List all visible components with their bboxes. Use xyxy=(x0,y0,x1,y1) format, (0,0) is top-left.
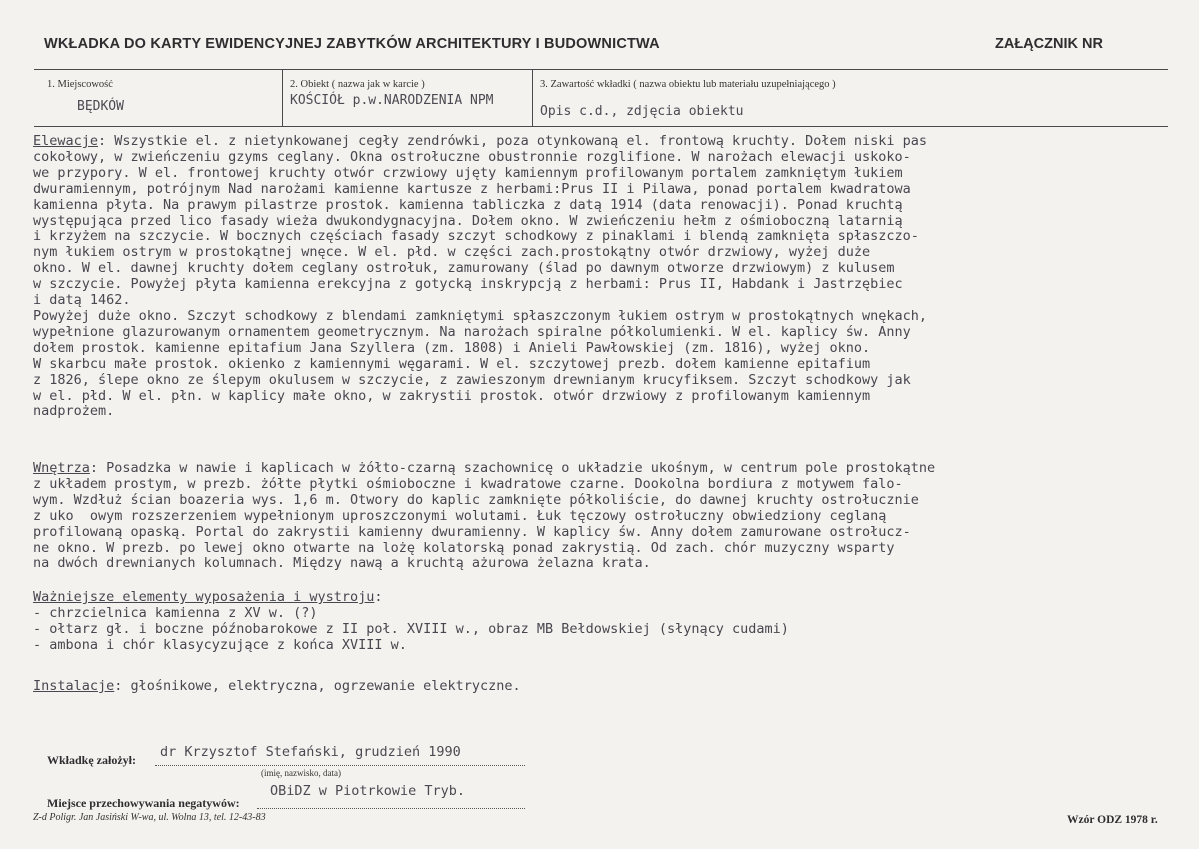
form-title: WKŁADKA DO KARTY EWIDENCYJNEJ ZABYTKÓW ARCHITEKTURY I BUDOWNICTWA xyxy=(44,36,660,52)
furnishings-list xyxy=(33,605,789,653)
furnishings-heading-colon: : xyxy=(374,589,383,605)
installations-heading: Instalacje xyxy=(33,678,115,694)
negatives-storage-value: OBiDZ w Piotrkowie Tryb. xyxy=(270,783,466,799)
author-dotted-line xyxy=(155,765,525,766)
author-label: Wkładkę założył: xyxy=(47,753,136,767)
facades-text-line: i krzyżem na szczycie. W bocznych częściach fasady szczyt schodkowy z pinaklami i blendą zamknięta spłaszczo- xyxy=(33,228,919,245)
facades-heading: Elewacje xyxy=(33,133,99,149)
contents-value: Opis c.d., zdjęcia obiektu xyxy=(540,104,744,119)
facades-text-line: występująca przed lico fasady wieża dwukondygnacyjna. Dołem okno. W zwieńczeniu hełm z ośmioboczną latarnią xyxy=(33,212,903,229)
furnishing-item: - ambona i chór klasycyzujące z końca XVIII w. xyxy=(33,636,407,653)
facades-text-line: okno. W el. dawnej kruchty dołem ceglany ostrołuk, zamurowany (ślad po dawnym otworze drzwiowym) z kulusem xyxy=(33,260,895,277)
interiors-text-line: z układem prostym, w prezb. żółte płytki ośmioboczne i kwadratowe czarne. Dookolna bordiura z motywem falo- xyxy=(33,475,903,492)
facades-text-line: cokołowy, w zwieńczeniu gzyms ceglany. Okna ostrołuczne obustronnie rozglifione. W narożach elewacji uskoko- xyxy=(33,148,911,165)
facades-text-line: dołem prostok. kamienne epitafium Jana Szyllera (zm. 1808) i Anieli Pawłowskiej (zm. 1816), wyżej okno. xyxy=(33,339,871,356)
annex-number-label: ZAŁĄCZNIK NR xyxy=(995,36,1103,52)
facades-text-line: we przypory. W el. frontowej kruchty otwór crzwiowy ujęty kamiennym profilowanym portalem zamkniętym łukiem xyxy=(33,164,903,181)
facades-text-line: wypełnione glazurowanym ornamentem geometrycznym. Na narożach spiralne półkolumienki. W el. kaplicy św. Anny xyxy=(33,323,911,340)
furnishings-section xyxy=(33,590,789,654)
facades-body xyxy=(33,149,927,420)
object-value: KOŚCIÓŁ p.w.NARODZENIA NPM xyxy=(290,93,494,108)
installations-section xyxy=(33,679,521,695)
facades-section xyxy=(33,134,927,420)
author-value: dr Krzysztof Stefański, grudzień 1990 xyxy=(160,744,461,760)
interiors-body xyxy=(33,476,919,572)
facades-text-line: dwuramiennym, potrójnym Nad narożami kamienne kartusze z herbami:Prus II i Pilawa, ponad portalem kwadratowa xyxy=(33,180,911,197)
contents-label: 3. Zawartość wkładki ( nazwa obiektu lub materiału uzupełniającego ) xyxy=(540,79,836,90)
facades-text-line: nym łukiem ostrym w prostokątnej wnęce. W el. płd. w części zach.prostokątny otwór drzwiowy, wyżej duże xyxy=(33,244,871,261)
locality-value: BĘDKÓW xyxy=(77,99,124,114)
form-code: Wzór ODZ 1978 r. xyxy=(1067,814,1158,826)
furnishing-item: - chrzcielnica kamienna z XV w. (?) xyxy=(33,604,318,621)
header-bottom-rule xyxy=(34,126,1168,127)
storage-dotted-line xyxy=(257,808,525,809)
facades-first-line: : Wszystkie el. z nietynkowanej cegły zendrówki, poza otynkowaną el. frontową kruchty. Dołem niski pas xyxy=(98,133,928,149)
interiors-text-line: na dwóch drewnianych kolumnach. Między nawą a kruchtą ażurowa żelazna krata. xyxy=(33,555,651,572)
field-separator-1 xyxy=(282,69,283,126)
interiors-section xyxy=(33,461,935,572)
facades-text-line: w szczycie. Powyżej płyta kamienna erekcyjna z gotycką inskrypcją z herbami: Prus II, Habdank i Jastrzębiec xyxy=(33,276,903,293)
interiors-text-line: z uko owym rozszerzeniem wypełnionym uproszczonymi wolutami. Łuk tęczowy ostrołuczny obwiedziony ceglaną xyxy=(33,507,887,524)
facades-text-line: z 1826, ślepe okno ze ślepym okulusem w szczycie, z zawieszonym drewnianym krucyfiksem. Szczyt schodkowy jak xyxy=(33,371,911,388)
facades-text-line: i datą 1462. xyxy=(33,292,131,309)
furnishing-item: - ołtarz gł. i boczne późnobarokowe z II poł. XVIII w., obraz MB Bełdowskiej (słynący cudami) xyxy=(33,620,789,637)
negatives-storage-label: Miejsce przechowywania negatywów: xyxy=(47,796,240,810)
interiors-first-line: : Posadzka w nawie i kaplicach w żółto-czarną szachownicę o układzie ukośnym, w centrum pole prostokątne xyxy=(89,460,936,476)
facades-text-line: w el. płd. W el. płn. w kaplicy małe okno, w zakrystii prostok. otwór drzwiowy z profilowanym kamiennym xyxy=(33,387,871,404)
header-top-rule xyxy=(34,69,1168,70)
object-label: 2. Obiekt ( nazwa jak w karcie ) xyxy=(290,79,425,90)
facades-text-line: Powyżej duże okno. Szczyt schodkowy z blendami zamkniętymi spłaszczonym łukiem ostrym w prostokątnych wnękach, xyxy=(33,307,928,324)
author-hint: (imię, nazwisko, data) xyxy=(261,768,341,778)
installations-text: : głośnikowe, elektryczna, ogrzewanie elektryczne. xyxy=(114,678,521,694)
field-separator-2 xyxy=(532,69,533,126)
facades-text-line: kamienna płyta. Na prawym pilastrze prostok. kamienna tabliczka z datą 1914 (data renowacji). Ponad kruchtą xyxy=(33,196,903,213)
interiors-text-line: profilowaną opaską. Portal do zakrystii kamienny dwuramienny. W kaplicy św. Anny dołem zamurowane ostrołucz- xyxy=(33,523,911,540)
interiors-heading: Wnętrza xyxy=(33,460,90,476)
printer-imprint: Z-d Poligr. Jan Jasiński W-wa, ul. Wolna 13, tel. 12-43-83 xyxy=(33,812,266,823)
interiors-text-line: wym. Wzdłuż ścian boazeria wys. 1,6 m. Otwory do kaplic zamknięte półkoliście, do dawnej kruchty ostrołucznie xyxy=(33,491,919,508)
furnishings-heading: Ważniejsze elementy wyposażenia i wystroju xyxy=(33,589,375,605)
facades-text-line: nadprożem. xyxy=(33,403,115,420)
facades-text-line: W skarbcu małe prostok. okienko z kamiennymi węgarami. W el. szczytowej prezb. dołem kamienne epitafium xyxy=(33,355,871,372)
interiors-text-line: ne okno. W prezb. po lewej okno otwarte na lożę kolatorską ponad zakrystią. Od zach. chór muzyczny wsparty xyxy=(33,539,895,556)
locality-label: 1. Miejscowość xyxy=(47,79,113,90)
